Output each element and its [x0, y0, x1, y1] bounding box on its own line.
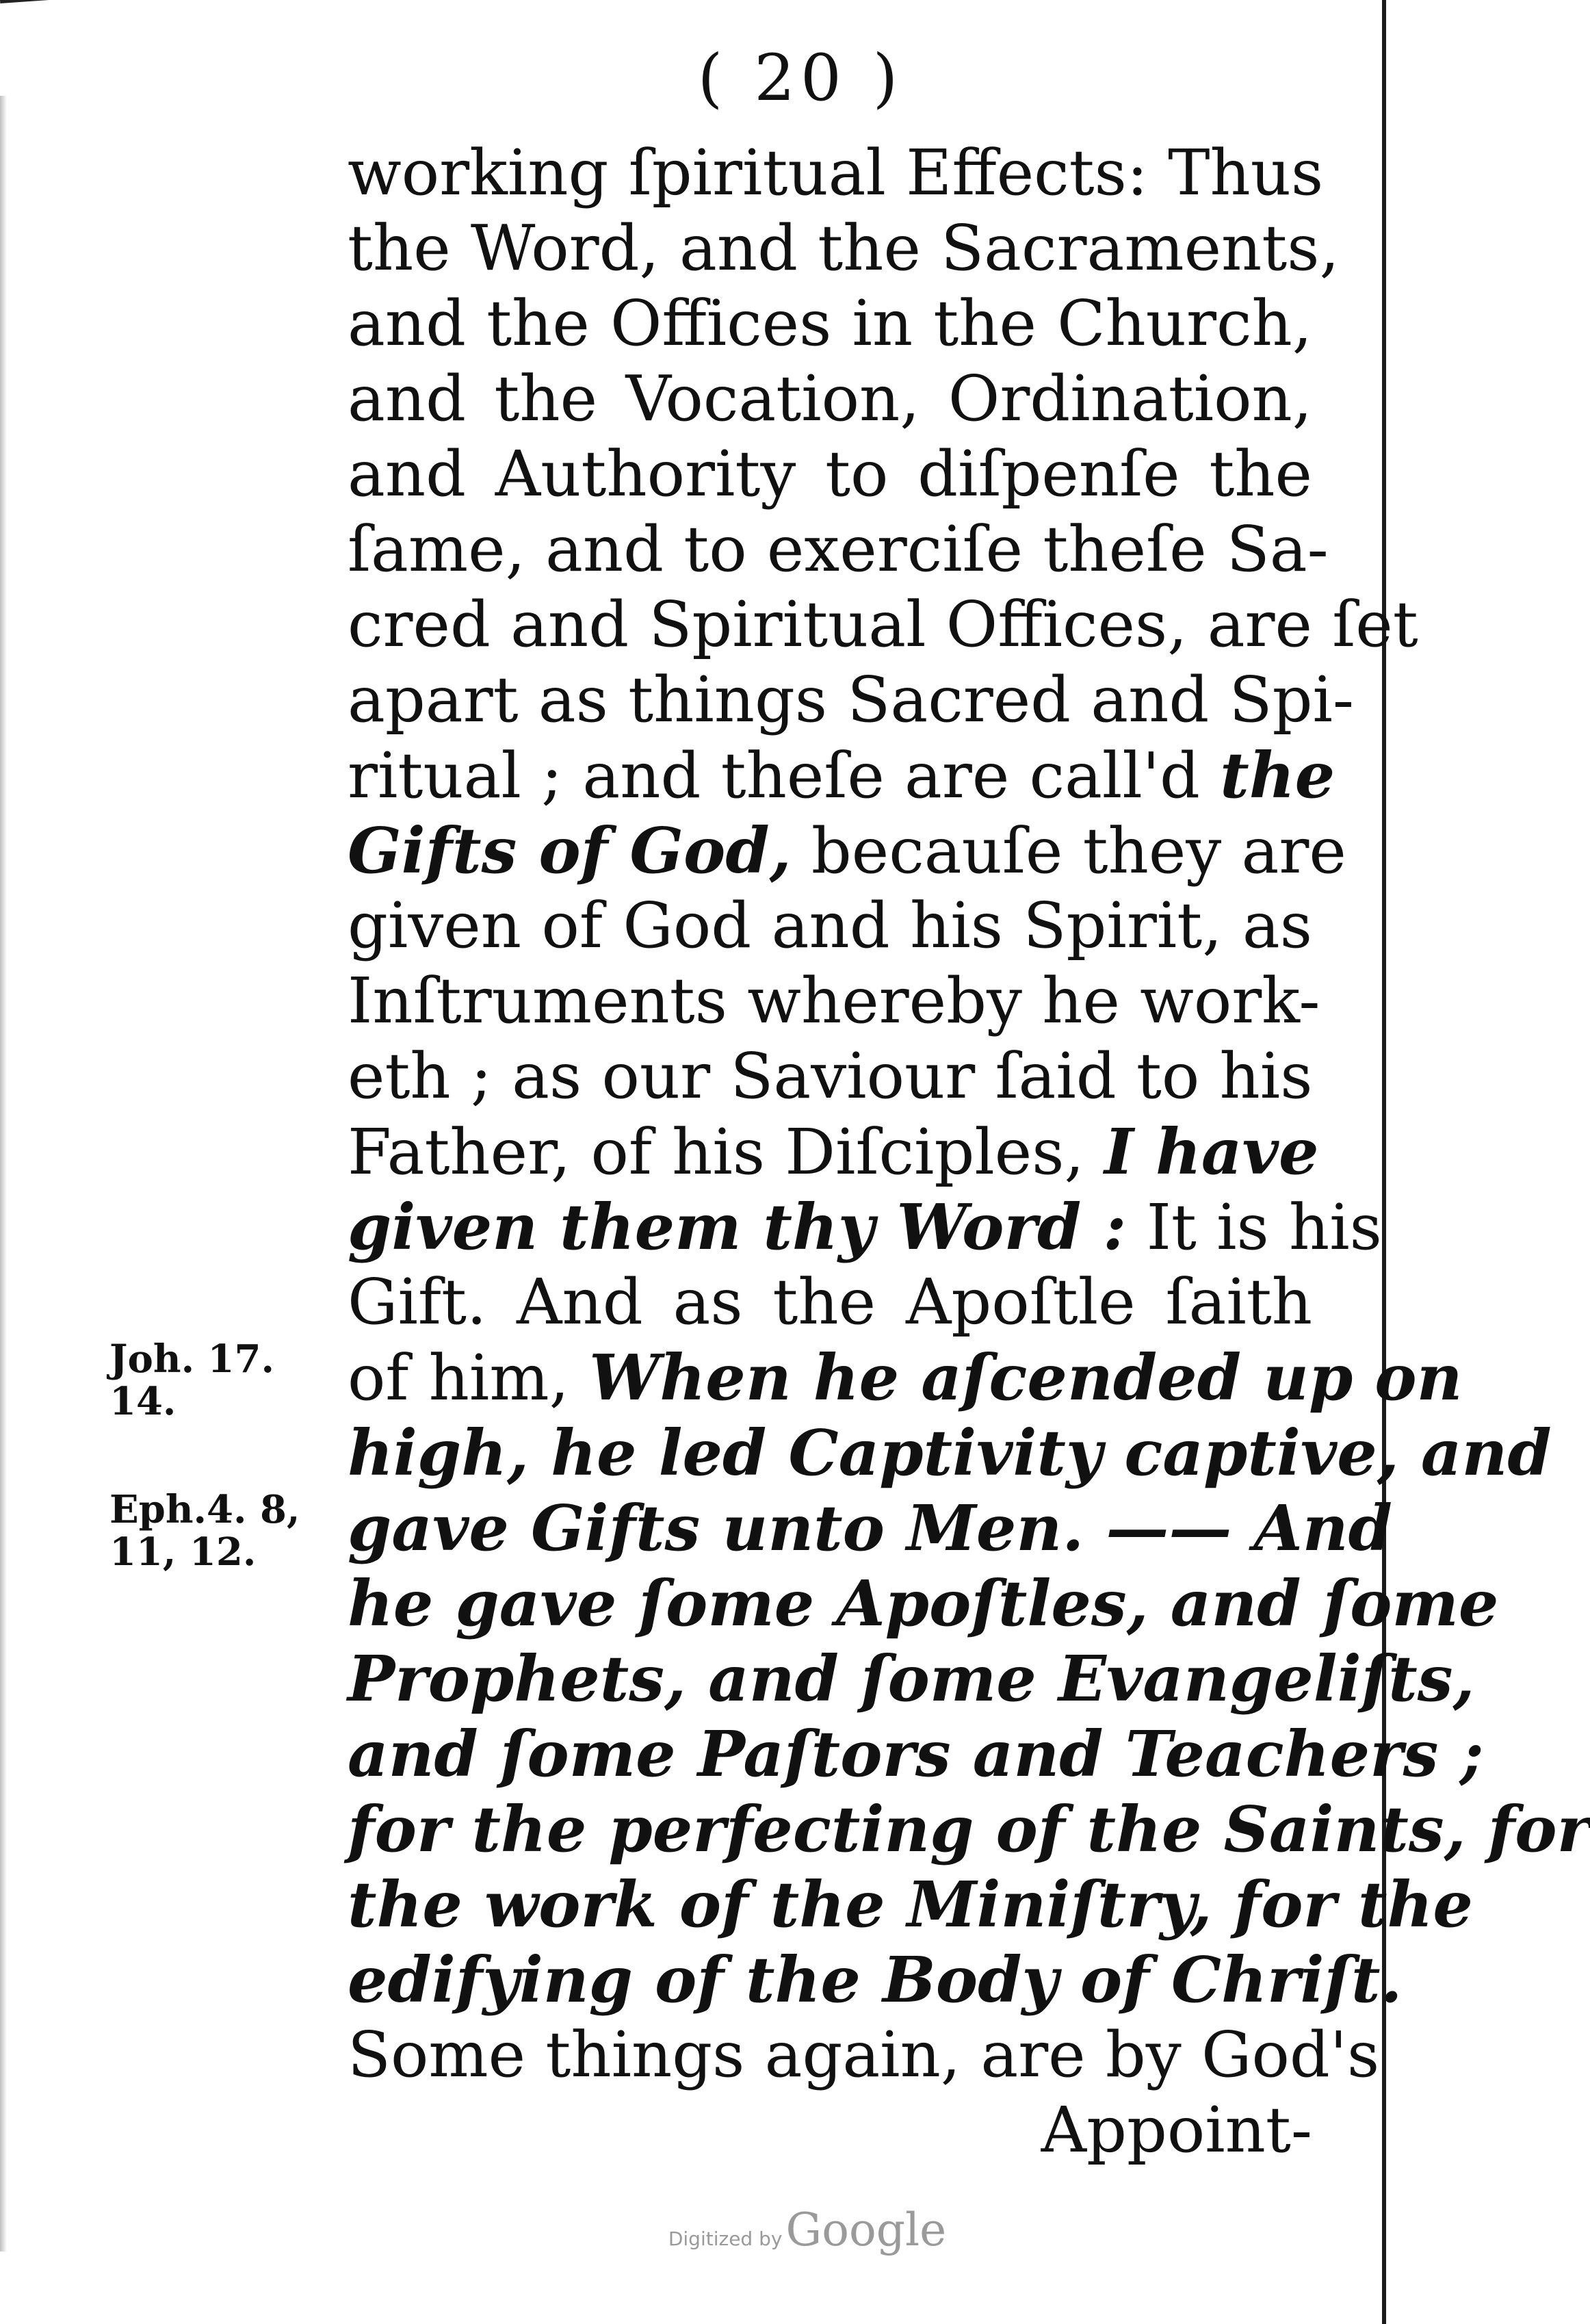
text-segment: Gift. And as the Apoſtle ſaith [348, 1265, 1312, 1339]
google-logo: Google [785, 2204, 947, 2256]
text-line [348, 1340, 1463, 1415]
text-line [348, 1265, 1312, 1340]
italic-text-segment: edifying of the Body of Chriſt. [348, 1943, 1403, 2017]
binding-edge-shadow [0, 96, 7, 2251]
text-line [348, 211, 1340, 286]
text-segment: the Word, and the Sacraments, [348, 211, 1340, 285]
text-segment: becauſe they are [791, 814, 1346, 888]
italic-text-segment: Prophets, and ſome Evangeliſts, [348, 1642, 1475, 1716]
italic-text-segment: he gave ſome Apoſtles, and ſome [348, 1566, 1499, 1640]
text-segment: of him, [348, 1341, 590, 1415]
text-segment: cred and Spiritual Offices, are ſet [348, 588, 1418, 661]
text-line [348, 1867, 1473, 1942]
text-line [348, 437, 1312, 512]
text-line [348, 1641, 1475, 1716]
text-line [348, 738, 1335, 813]
text-segment: apart as things Sacred and Spi- [348, 663, 1354, 736]
text-line [348, 1114, 1319, 1189]
italic-text-segment: and ſome Paſtors and Teachers ; [348, 1717, 1484, 1791]
text-line [348, 1566, 1499, 1641]
italic-text-segment: high, he led Captivity captive, and [348, 1416, 1552, 1490]
text-line [348, 512, 1329, 587]
margin-note-john [109, 1338, 315, 1423]
margin-note-ephesians-ref: Eph.4. 8, [109, 1487, 300, 1532]
text-segment: given of God and his Spirit, as [348, 889, 1312, 962]
text-line [348, 1942, 1403, 2017]
body-text [348, 135, 1590, 2168]
text-line [348, 2017, 1380, 2093]
text-line [348, 1792, 1590, 1867]
italic-text-segment: Gifts of God, [348, 814, 792, 888]
text-line [348, 1490, 1392, 1566]
italic-text-segment: given them thy Word : [348, 1190, 1127, 1264]
margin-note-ephesians [109, 1488, 315, 1573]
italic-text-segment: gave Gifts unto Men. —— And [348, 1491, 1392, 1565]
watermark-prefix: Digitized by [668, 2228, 783, 2250]
text-line [348, 964, 1320, 1039]
italic-text-segment: the [1220, 738, 1335, 812]
margin-note-john-verse: 14. [109, 1379, 177, 1424]
margin-note-ephesians-verses: 11, 12. [109, 1529, 257, 1575]
italic-text-segment: When he aſcended up on [589, 1341, 1463, 1415]
text-segment: Appoint- [1041, 2093, 1312, 2167]
text-line [348, 813, 1346, 888]
text-segment: Some things again, are by God's [348, 2018, 1380, 2091]
text-segment: and Authority to diſpenſe the [348, 437, 1312, 511]
italic-text-segment: I have [1104, 1115, 1319, 1189]
italic-text-segment: for the perfecting of the Saints, for [348, 1792, 1590, 1866]
text-segment: It is his [1126, 1191, 1382, 1264]
text-segment: and the Vocation, Ordination, [348, 362, 1312, 435]
text-line [348, 361, 1312, 437]
page-corner-mark [0, 0, 62, 16]
italic-text-segment: the work of the Miniſtry, for the [348, 1868, 1473, 1941]
margin-note-john-ref: Joh. 17. [109, 1337, 274, 1382]
text-line [348, 888, 1312, 964]
text-segment: ſame, and to exerciſe theſe Sa- [348, 513, 1329, 586]
text-line [348, 1415, 1552, 1490]
text-line [348, 1189, 1382, 1265]
text-line [348, 2093, 1312, 2168]
text-line [348, 1716, 1484, 1792]
text-segment: and the Offices in the Church, [348, 287, 1312, 360]
text-segment: Inſtruments whereby he work- [348, 964, 1320, 1037]
text-line [348, 587, 1418, 662]
text-segment: eth ; as our Saviour ſaid to his [348, 1040, 1313, 1113]
text-segment: working ſpiritual Effects: Thus [348, 136, 1324, 209]
text-line [348, 1039, 1312, 1114]
text-line [348, 135, 1324, 211]
digitization-watermark [657, 2204, 958, 2256]
text-line [348, 286, 1312, 361]
text-line [348, 662, 1354, 738]
text-segment: ritual ; and theſe are call'd [348, 739, 1221, 812]
text-segment: Father, of his Diſciples, [348, 1115, 1104, 1189]
page-number: ( 20 ) [697, 41, 904, 116]
